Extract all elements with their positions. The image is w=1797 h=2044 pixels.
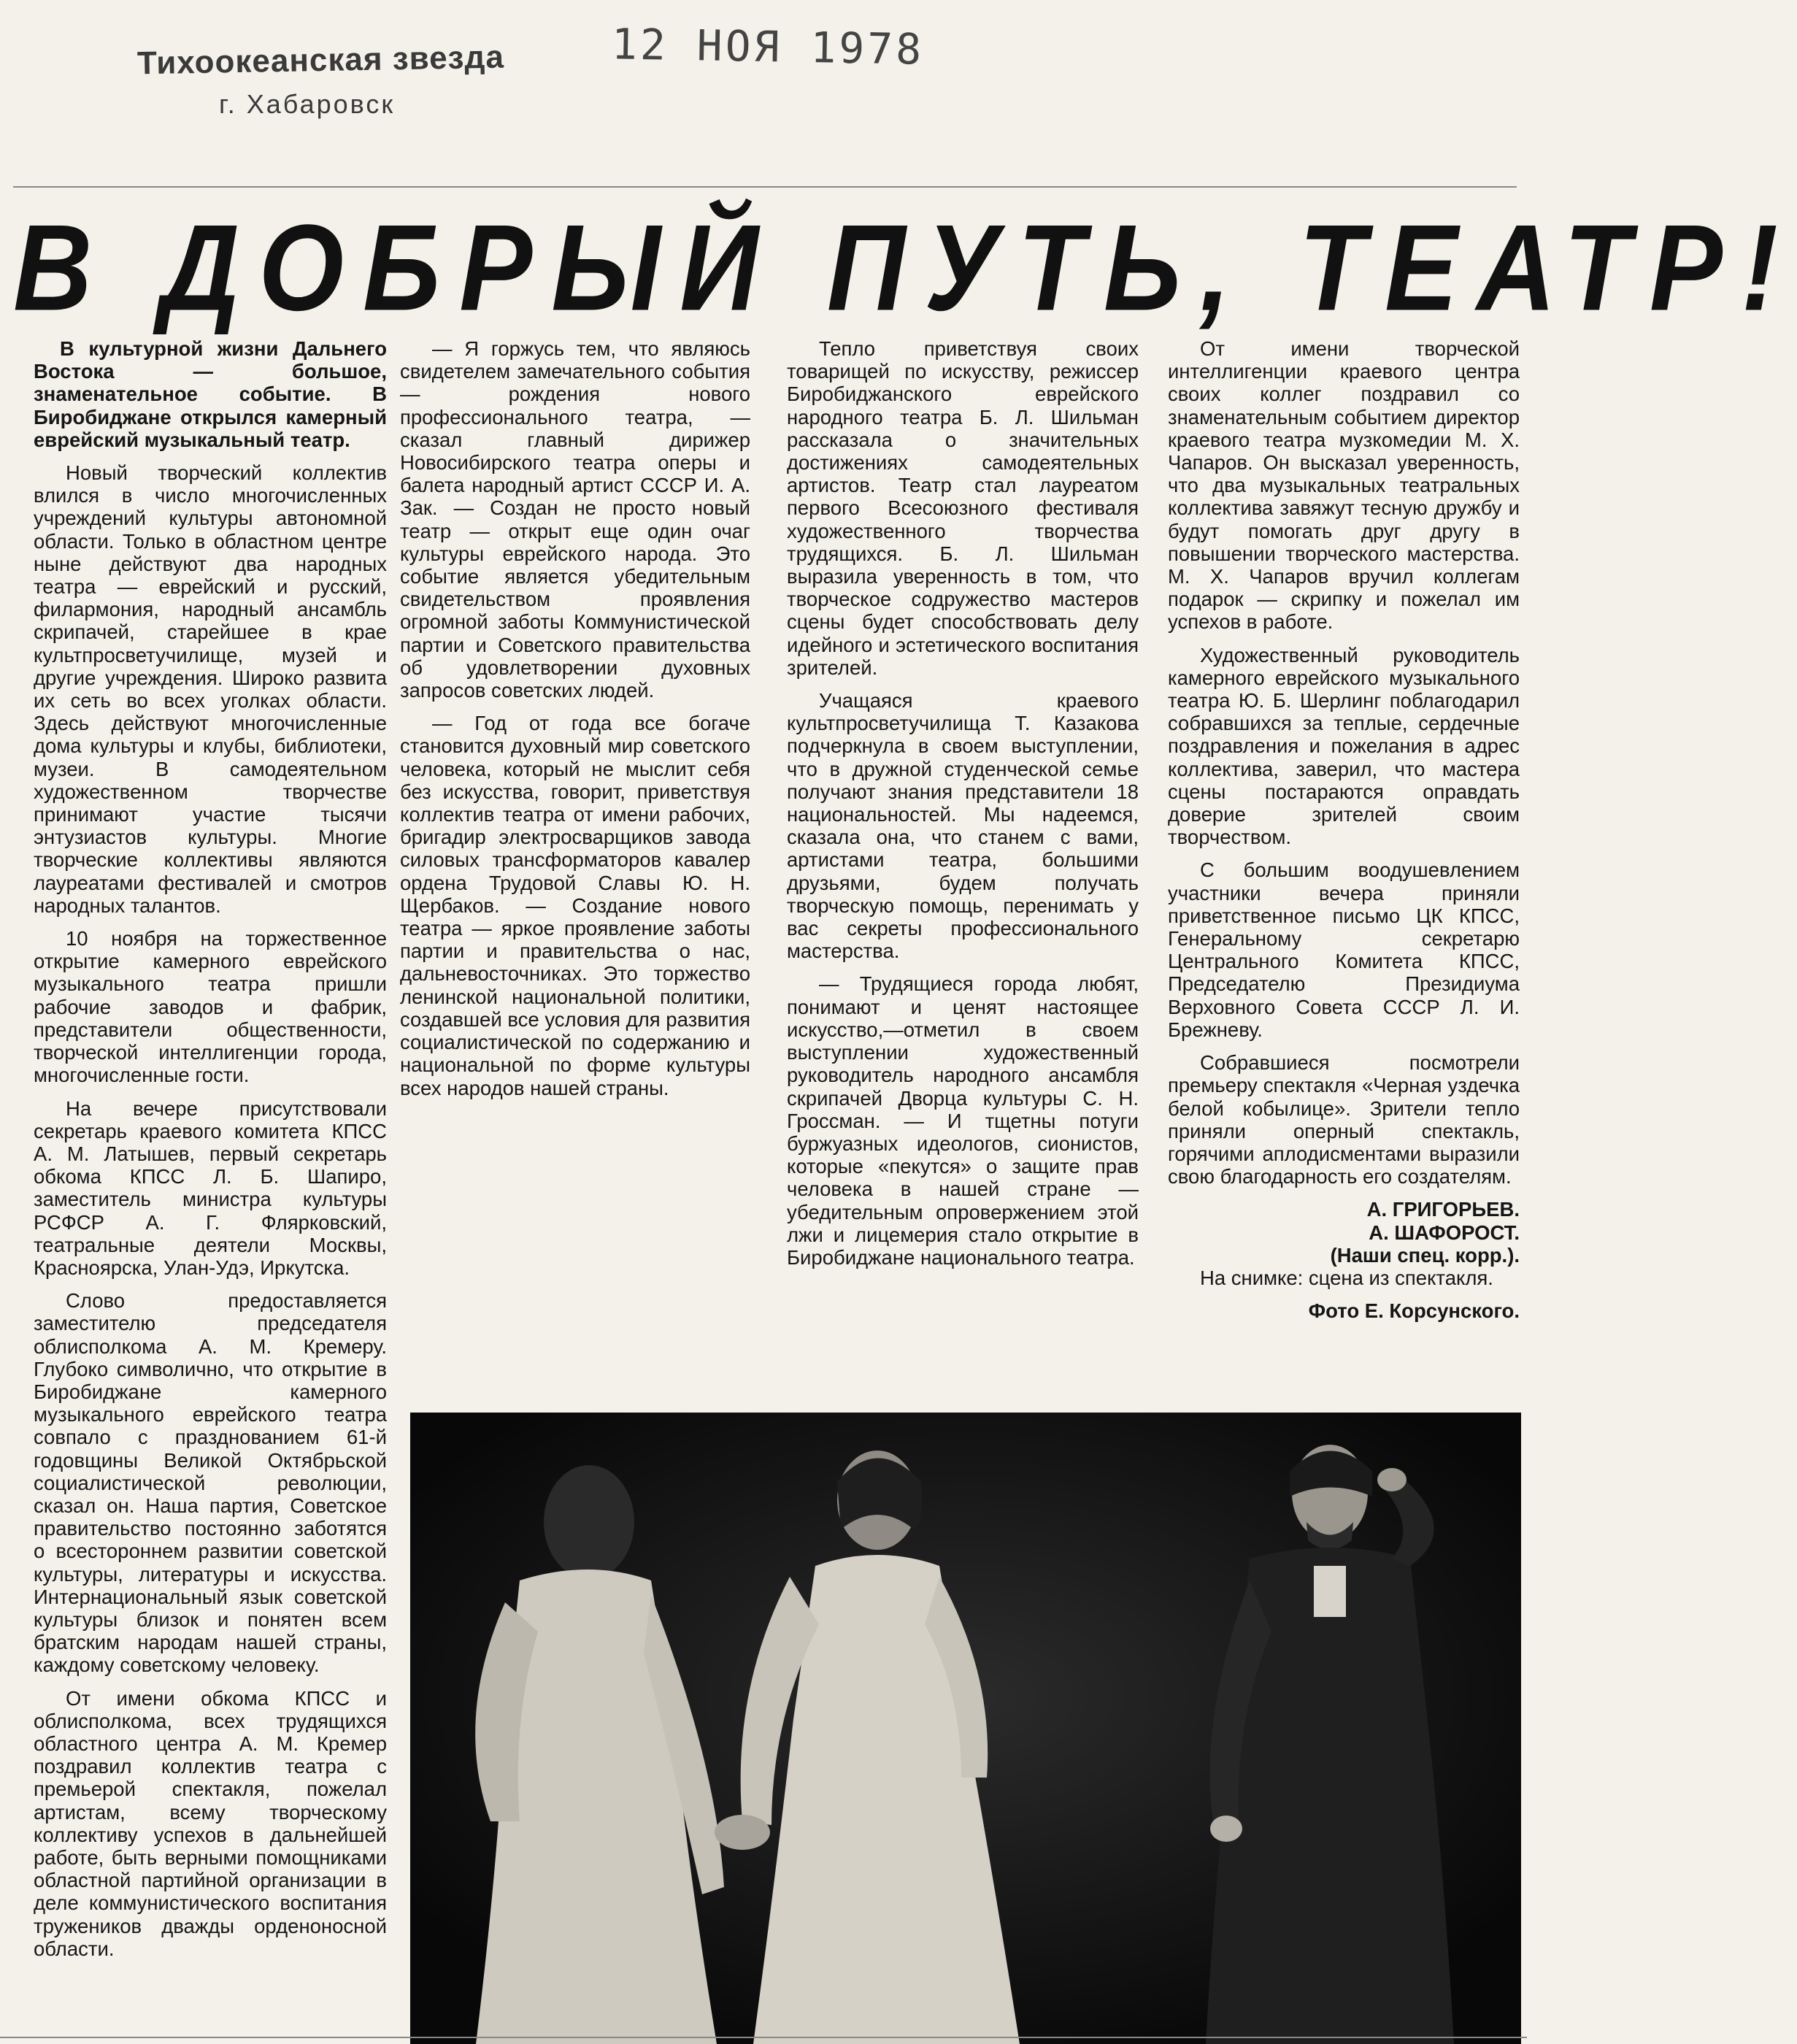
paragraph: 10 ноября на торжественное открытие камерного еврейского музыкального театра пришли рабочие заводов и фабрик, представители общественности, творческой интеллигенции города, многочисленные гости. (34, 927, 387, 1087)
author-signature (1168, 1198, 1520, 1267)
top-rule (13, 186, 1517, 188)
theatre-scene-image (410, 1413, 1521, 2044)
article-column-4 (1168, 337, 1520, 1425)
article-lead: В культурной жизни Дальнего Востока — большое, знаменательное событие. В Биробиджане открылся камерный еврейский музыкальный театр. (34, 337, 387, 451)
paragraph: С большим воодушевлением участники вечера приняли приветственное письмо ЦК КПСС, Генеральному секретарю Центрального Комитета КПСС, Председателю Президиума Верховного Совета СССР Л. И. Брежневу. (1168, 858, 1520, 1041)
photo-caption: На снимке: сцена из спектакля. (1200, 1266, 1493, 1289)
article-column-2 (400, 337, 750, 1421)
correspondent-note: (Наши спец. корр.). (1330, 1243, 1520, 1267)
paragraph: Слово предоставляется заместителю председателя облисполкома А. М. Кремеру. Глубоко символично, что открытие в Биробиджане камерного музыкального еврейского театра совпало с празднованием 61-й годовщины Великой Октябрьской социалистической революции, сказал он. Наша партия, Советское правительство постоянно заботятся о всестороннем развитии советской культуры, литературы и искусства. Интернациональный язык советской культуры близок и понятен всем братским народам нашей страны, каждому советскому человеку. (34, 1289, 387, 1677)
paragraph: Учащаяся краевого культпросветучилища Т. Казакова подчеркнула в своем выступлении, что в дружной студенческой семье получают знания представители 18 национальностей. Мы надеемся, сказала она, что станем с вами, артистами театра, большими друзьями, будем получать творческую помощь, перенимать у вас секреты профессионального мастерства. (787, 689, 1139, 963)
paragraph: — Год от года все богаче становится духовный мир советского человека, который не мыслит себя без искусства, говорит, приветствуя коллектив театра от имени рабочих, бригадир электросварщиков завода силовых трансформаторов кавалер ордена Трудовой Славы Ю. Н. Щербаков. — Создание нового театра — яркое проявление заботы партии и правительства о нас, дальневосточниках. Это торжество ленинской национальной политики, создавшей все условия для развития социалистической по содержанию и национальной по форме культуры всех народов нашей страны. (400, 712, 751, 1099)
paragraph: — Трудящиеся города любят, понимают и ценят настоящее искусство,—отметил в своем выступлении художественный руководитель народного ансамбля скрипачей Дворца культуры С. Н. Гроссман. — И тщетны потуги буржуазных идеологов, сионистов, которые «пекутся» о защите прав человека в нашей стране — убедительным опровержением этой лжи и лицемерия стало открытие в Биробиджане национального театра. (787, 972, 1139, 1269)
article-column-3 (787, 337, 1139, 1421)
paragraph: Собравшиеся посмотрели премьеру спектакля «Черная уздечка белой кобылице». Зрители тепло приняли оперный спектакль, горячими аплодисментами выразили свою благодарность его создателям. (1168, 1051, 1520, 1188)
bottom-rule (0, 2037, 1527, 2038)
photo-credit: Фото Е. Корсунского. (1308, 1299, 1520, 1323)
paragraph: Тепло приветствуя своих товарищей по искусству, режиссер Биробиджанского еврейского народного театра Б. Л. Шильман рассказала о значительных достижениях самодеятельных артистов. Театр стал лауреатом первого Всесоюзного фестиваля художественного творчества трудящихся. Б. Л. Шильман выразила уверенность в том, что творческое содружество мастеров сцены будет способствовать делу идейного и эстетического воспитания зрителей. (787, 337, 1139, 679)
paragraph: От имени творческой интеллигенции краевого центра своих коллег поздравил со знаменательным событием директор краевого театра музкомедии М. Х. Чапаров. Он высказал уверенность, что два музыкальных театральных коллектива завяжут тесную дружбу и будут помогать друг другу в повышении творческого мастерства. М. Х. Чапаров вручил коллегам подарок — скрипку и пожелал им успехов в работе. (1168, 337, 1520, 634)
paragraph: От имени обкома КПСС и облисполкома, всех трудящихся областного центра А. М. Кремер поздравил коллектив театра с премьерой спектакля, пожелал артистам, всему творческому коллективу успехов в дальнейшей работе, быть верными помощниками областной партийной организации в деле коммунистического воспитания тружеников дважды орденоносной области. (34, 1686, 387, 1960)
city-stamp: г. Хабаровск (219, 89, 396, 119)
paragraph: — Я горжусь тем, что являюсь свидетелем замечательного события — рождения нового профессионального театра, — сказал главный дирижер Новосибирского театра оперы и балета народный артист СССР И. А. Зак. — Создан не просто новый театр — открыт еще один очаг культуры еврейского народа. Это событие является убедительным свидетельством проявления огромной заботы Коммунистической партии и Советского правительства об удовлетворении духовных запросов советских людей. (400, 337, 750, 702)
clasped-hands (715, 1815, 770, 1850)
newspaper-name-stamp: Тихоокеанская звезда (136, 39, 505, 82)
author-2: А. ШАФОРОСТ. (1369, 1221, 1520, 1244)
article-column-1 (34, 337, 387, 2031)
paragraph: Художественный руководитель камерного еврейского музыкального театра Ю. Б. Шерлинг поблагодарил собравшихся за теплые, сердечные поздравления и пожелания в адрес коллектива, заверил, что мастера сцены постараются оправдать доверие зрителей своим творчеством. (1168, 643, 1520, 849)
headline: В ДОБРЫЙ ПУТЬ, ТЕАТР! (13, 199, 1797, 337)
paragraph: Новый творческий коллектив влился в число многочисленных учреждений культуры автономной области. Только в областном центре ныне действуют два народных театра — еврейский и русский, филармония, народный ансамбль скрипачей, старейшее в крае культпросветучилище, музей и другие учреждения. Широко развита их сеть во всех уголках области. Здесь действуют многочисленные дома культуры и клубы, библиотеки, музеи. В самодеятельном художественном творчестве принимают участие тысячи энтузиастов культуры. Многие творческие коллективы являются лауреатами фестивалей и смотров народных талантов. (34, 461, 387, 917)
author-1: А. ГРИГОРЬЕВ. (1366, 1198, 1520, 1221)
date-stamp: 12 НОЯ 1978 (611, 19, 925, 74)
paragraph: На вечере присутствовали секретарь краевого комитета КПСС А. М. Латышев, первый секретарь обкома КПСС Л. Б. Шапиро, заместитель министра культуры РСФСР А. Г. Флярковский, театральные деятели Москвы, Красноярска, Улан-Удэ, Иркутска. (34, 1096, 387, 1279)
stage-photo (410, 1413, 1521, 2044)
